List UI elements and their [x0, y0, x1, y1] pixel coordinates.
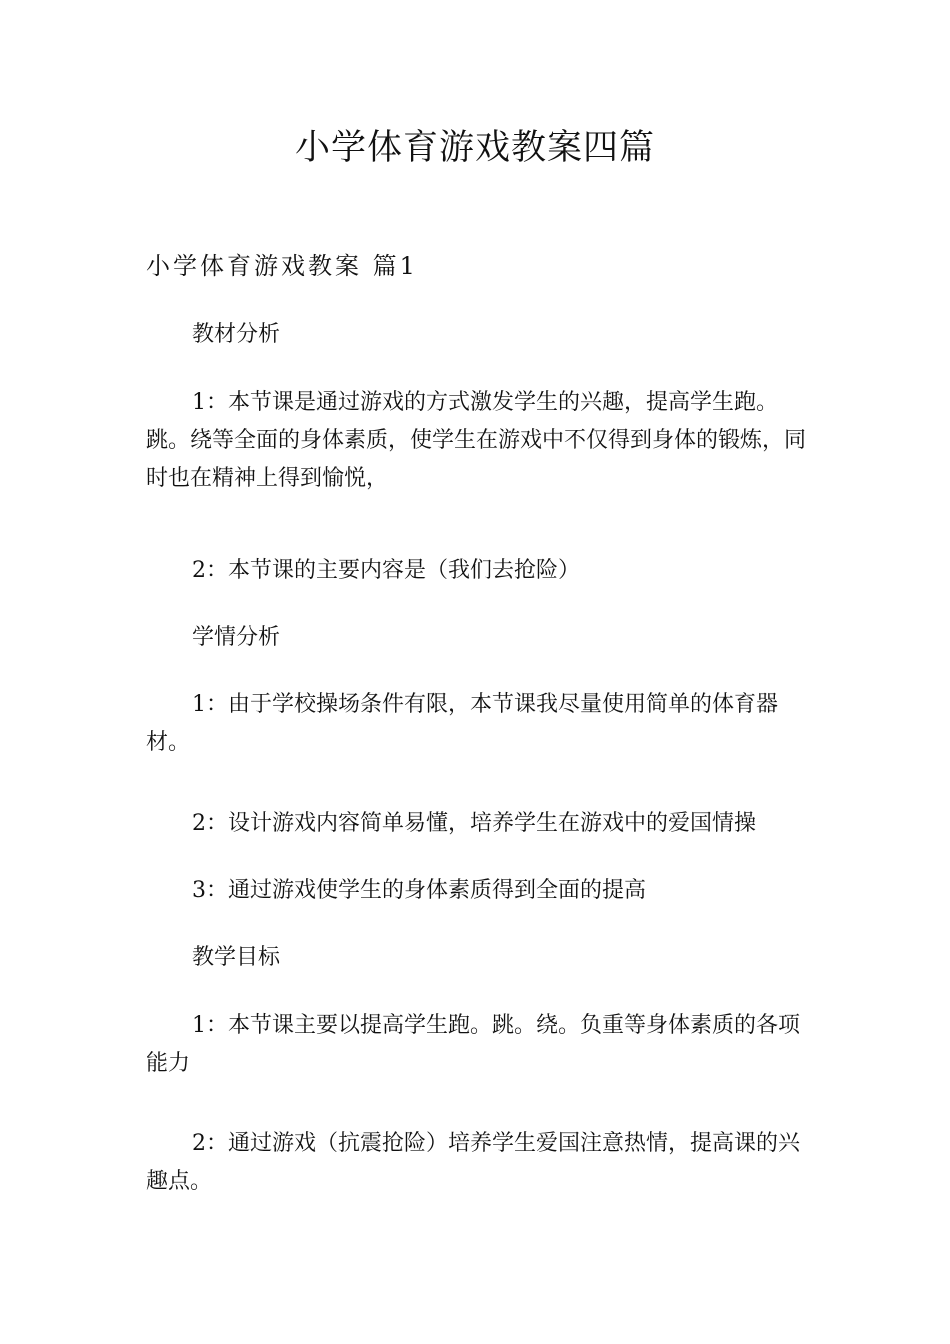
paragraph-goals-2: 2：通过游戏（抗震抢险）培养学生爱国注意热情，提高课的兴趣点。	[146, 1131, 800, 1194]
heading-textbook-analysis: 教材分析	[192, 322, 281, 347]
heading-learning-analysis: 学情分析	[192, 625, 281, 650]
heading-teaching-goals: 教学目标	[192, 945, 281, 970]
document-title: 小学体育游戏教案四篇	[294, 128, 655, 168]
paragraph-learning-2: 2：设计游戏内容简单易懂，培养学生在游戏中的爱国情操	[192, 811, 756, 836]
section-title: 小学体育游戏教案 篇1	[146, 252, 418, 280]
paragraph-textbook-2: 2：本节课的主要内容是（我们去抢险）	[192, 558, 580, 583]
paragraph-learning-1: 1：由于学校操场条件有限，本节课我尽量使用简单的体育器材。	[146, 692, 778, 755]
paragraph-textbook-1: 1：本节课是通过游戏的方式激发学生的兴趣，提高学生跑。跳。绕等全面的身体素质，使学生在游戏中不仅得到身体的锻炼，同时也在精神上得到愉悦，	[146, 390, 807, 491]
paragraph-goals-1: 1：本节课主要以提高学生跑。跳。绕。负重等身体素质的各项能力	[146, 1013, 800, 1076]
paragraph-learning-3: 3：通过游戏使学生的身体素质得到全面的提高	[192, 878, 646, 903]
